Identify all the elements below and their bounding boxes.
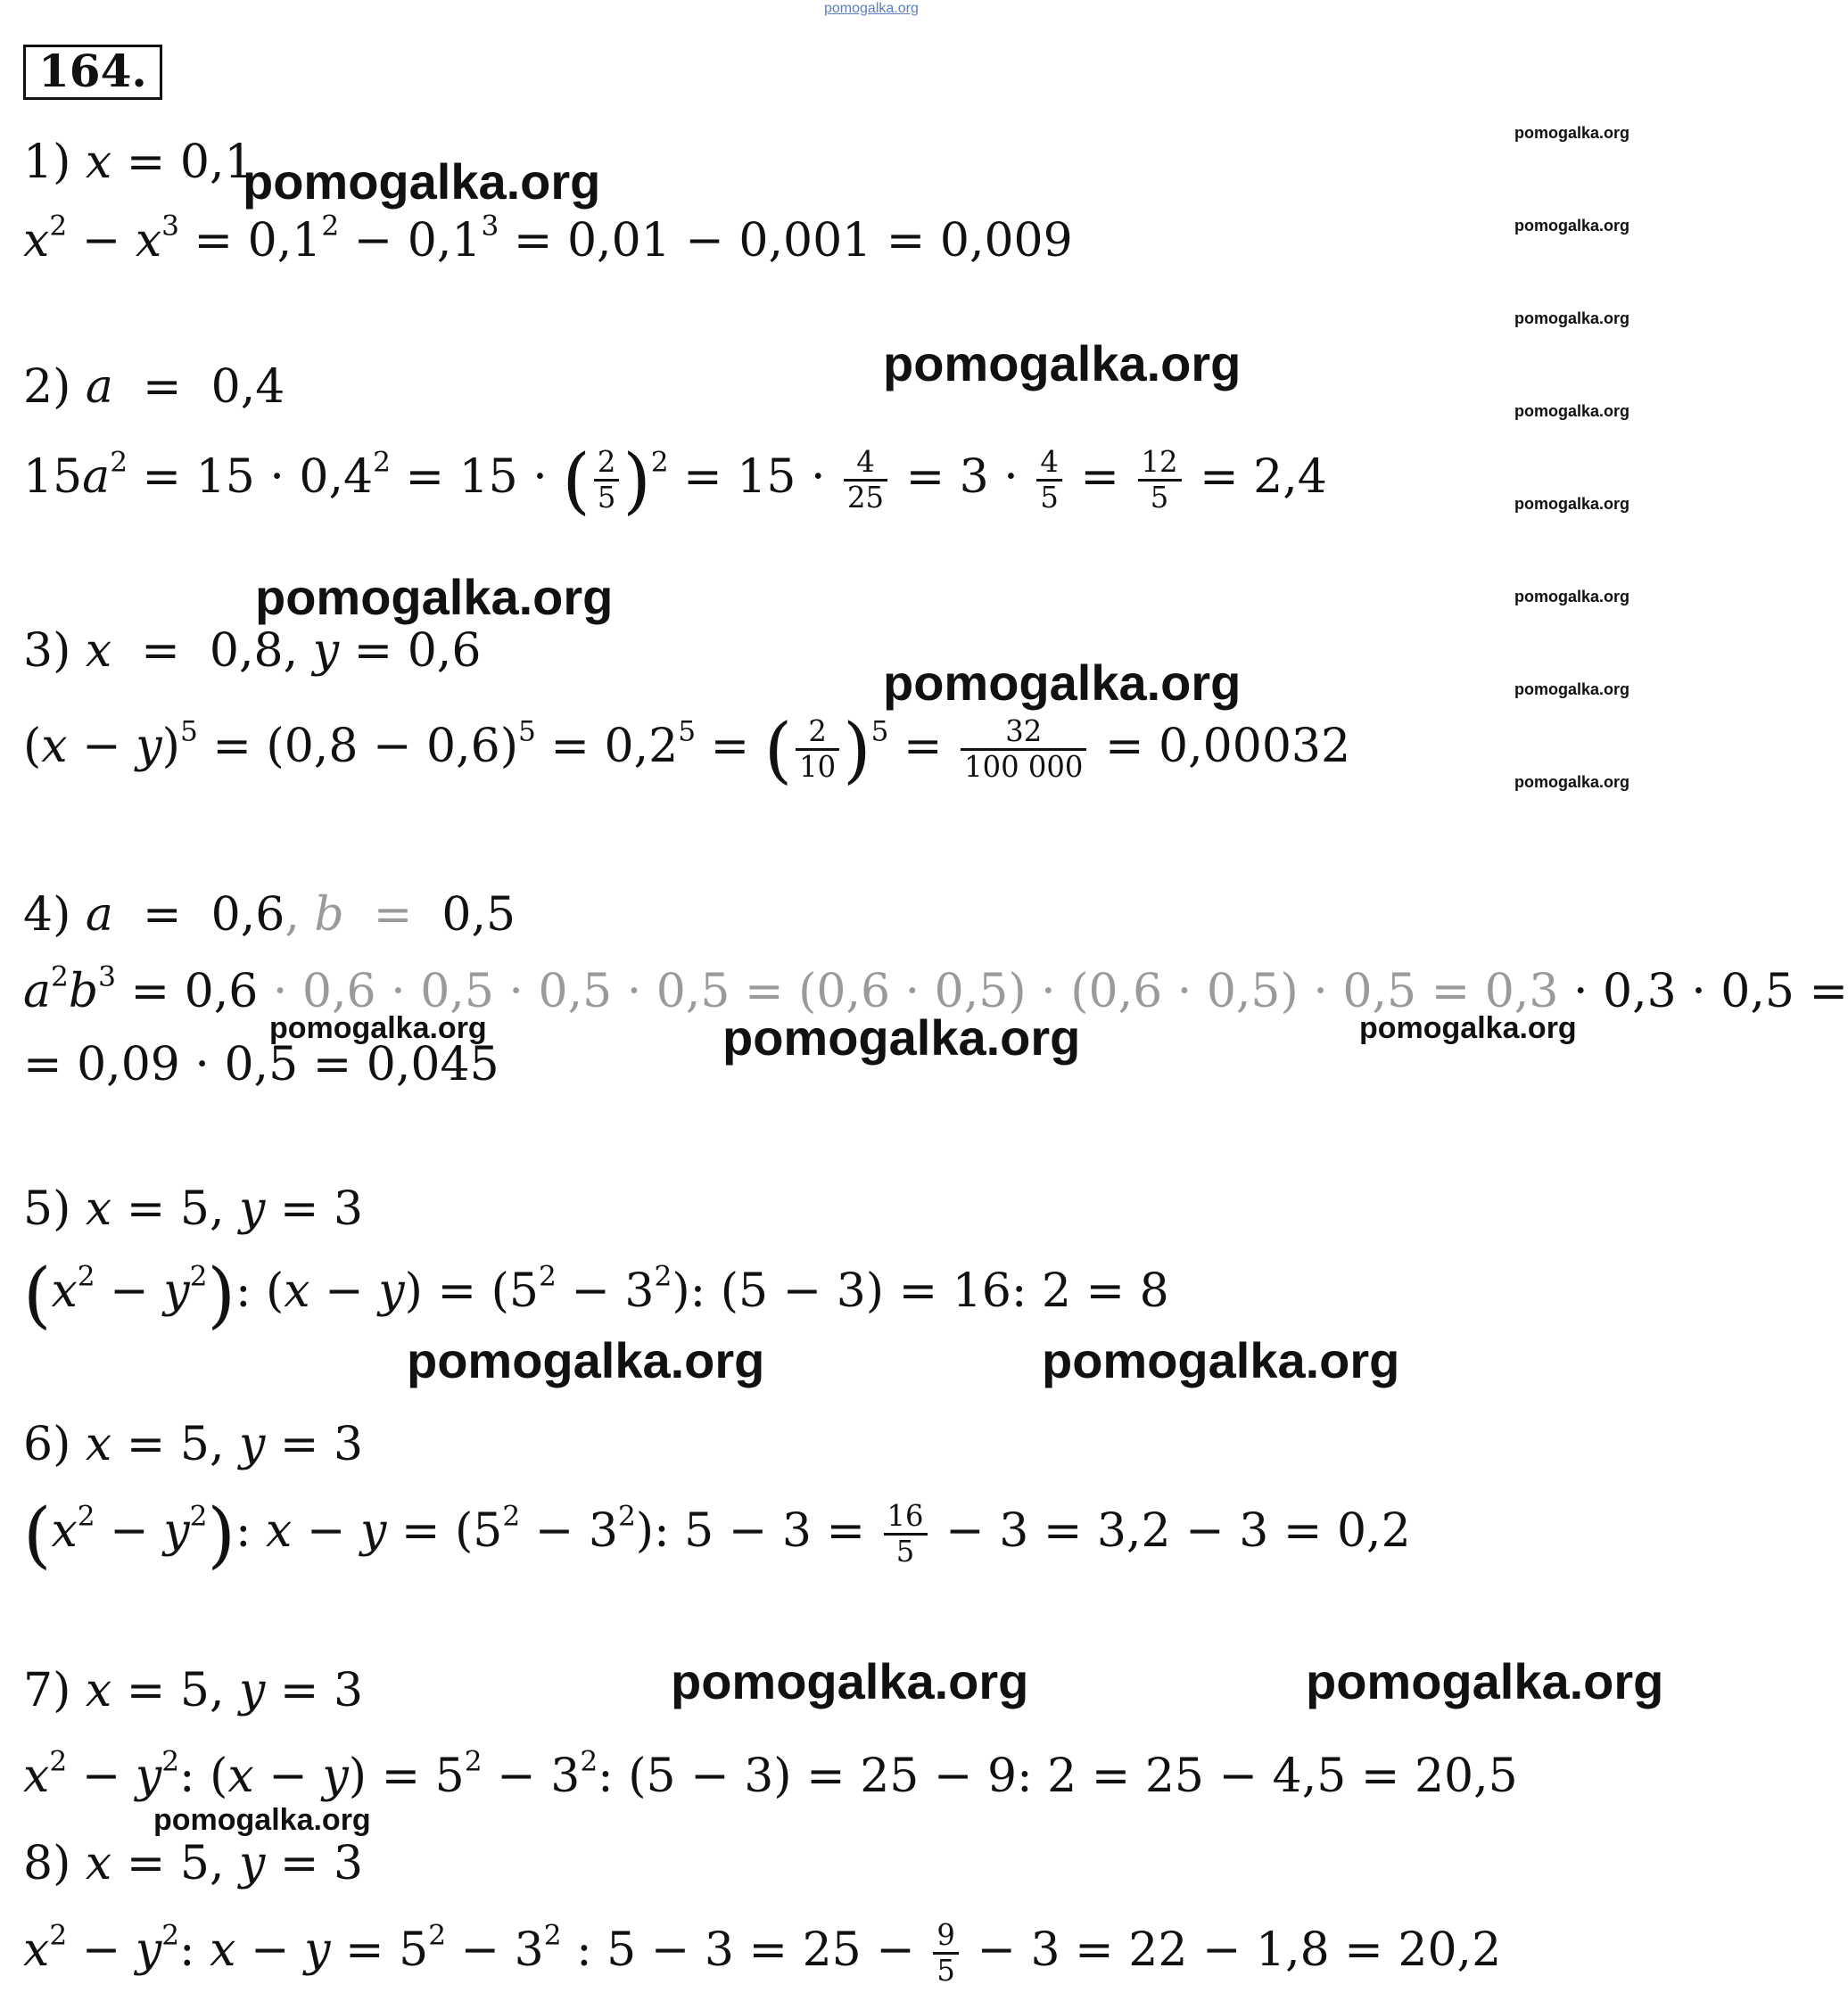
item-7-given: 7) x = 5, y = 3 [23, 1664, 364, 1717]
watermark: pomogalka.org [1042, 1332, 1400, 1388]
item-1-given: 1) x = 0,1 [23, 136, 254, 189]
watermark: pomogalka.org [1359, 1011, 1577, 1045]
sidebar-watermark: pomogalka.org [1514, 217, 1630, 235]
header-watermark-link[interactable]: pomogalka.org [824, 1, 919, 16]
item-5-given: 5) x = 5, y = 3 [23, 1182, 364, 1236]
sidebar-watermark: pomogalka.org [1514, 588, 1630, 605]
watermark: pomogalka.org [255, 569, 614, 625]
item-8-given: 8) x = 5, y = 3 [23, 1837, 364, 1890]
watermark: pomogalka.org [671, 1653, 1029, 1709]
watermark: pomogalka.org [153, 1803, 371, 1837]
item-7-solution: $x^2 - y^2$: $(x - y) = 5^2 - 3^2$: (5 − 3) = 25 − 9: 2 = 25 − 4,5 = 20,5 [23, 1745, 1518, 1803]
item-4-given: 4) a = 0,6, b = 0,5 [23, 888, 516, 942]
item-2-solution: $15a^2 = 15 \cdot 0,4^2 = 15$ · ( $\frac{2}{5}$ )$^2$ = 15 · $\frac{4}{25}$ = 3 · $\frac{4}{5}$ = $\frac{12}{5}$ = 2,4 [23, 439, 1327, 523]
sidebar-watermark: pomogalka.org [1514, 680, 1630, 698]
item-6-solution: $(x^2 - y^2)$: $x - y = (5^2 - 3^2)$: 5 − 3 = $\frac{16}{5}$ − 3 = 3,2 − 3 = 0,2 [23, 1493, 1411, 1577]
watermark: pomogalka.org [722, 1009, 1081, 1066]
sidebar-watermark: pomogalka.org [1514, 495, 1630, 513]
sidebar-watermark: pomogalka.org [1514, 402, 1630, 420]
watermark: pomogalka.org [883, 335, 1242, 391]
item-3-given: 3) x = 0,8, y = 0,6 [23, 624, 482, 678]
item-2-given: 2) a = 0,4 [23, 360, 285, 414]
watermark: pomogalka.org [269, 1011, 487, 1045]
sidebar-watermark: pomogalka.org [1514, 773, 1630, 791]
problem-number: 164. [23, 45, 162, 100]
item-6-given: 6) x = 5, y = 3 [23, 1418, 364, 1471]
item-3-solution: $(x - y)^5 = (0,8 - 0,6)^5 = 0,2^5$ = ( $\frac{2}{10}$ )$^5$ = $\frac{32}{100 000}$ = 0,00032 [23, 708, 1351, 793]
item-1-solution: $x^2 - x^3 = 0,1^2 - 0,1^3 = 0,01 - 0,001 = 0,009$ [23, 210, 1073, 268]
sidebar-watermark: pomogalka.org [1514, 124, 1630, 142]
item-5-solution: $(x^2 - y^2)$: $(x - y) = (5^2 - 3^2)$: (5 − 3) = 16: 2 = 8 [23, 1253, 1169, 1338]
item-4-solution-cont: = 0,09 · 0,5 = 0,045 [23, 1038, 499, 1091]
sidebar-watermark: pomogalka.org [1514, 309, 1630, 327]
item-8-solution: $x^2 - y^2$: $x - y = 5^2 - 3^2$ : 5 − 3 = 25 − $\frac{9}{5}$ − 3 = 22 − 1,8 = 20,2 [23, 1918, 1502, 1989]
item-4-solution: $a^2b^3 = 0,6 \cdot 0,6 \cdot 0,5 \cdot 0,5 \cdot 0,5 = (0,6 \cdot 0,5) \cdot (0,6 \cdot 0,5) \cdot 0,5 = 0,3 \cdot 0,3 \cdot 0,5$ = [23, 960, 1848, 1018]
watermark: pomogalka.org [243, 153, 601, 210]
watermark: pomogalka.org [407, 1332, 765, 1388]
watermark: pomogalka.org [1306, 1653, 1664, 1709]
watermark: pomogalka.org [883, 655, 1242, 711]
